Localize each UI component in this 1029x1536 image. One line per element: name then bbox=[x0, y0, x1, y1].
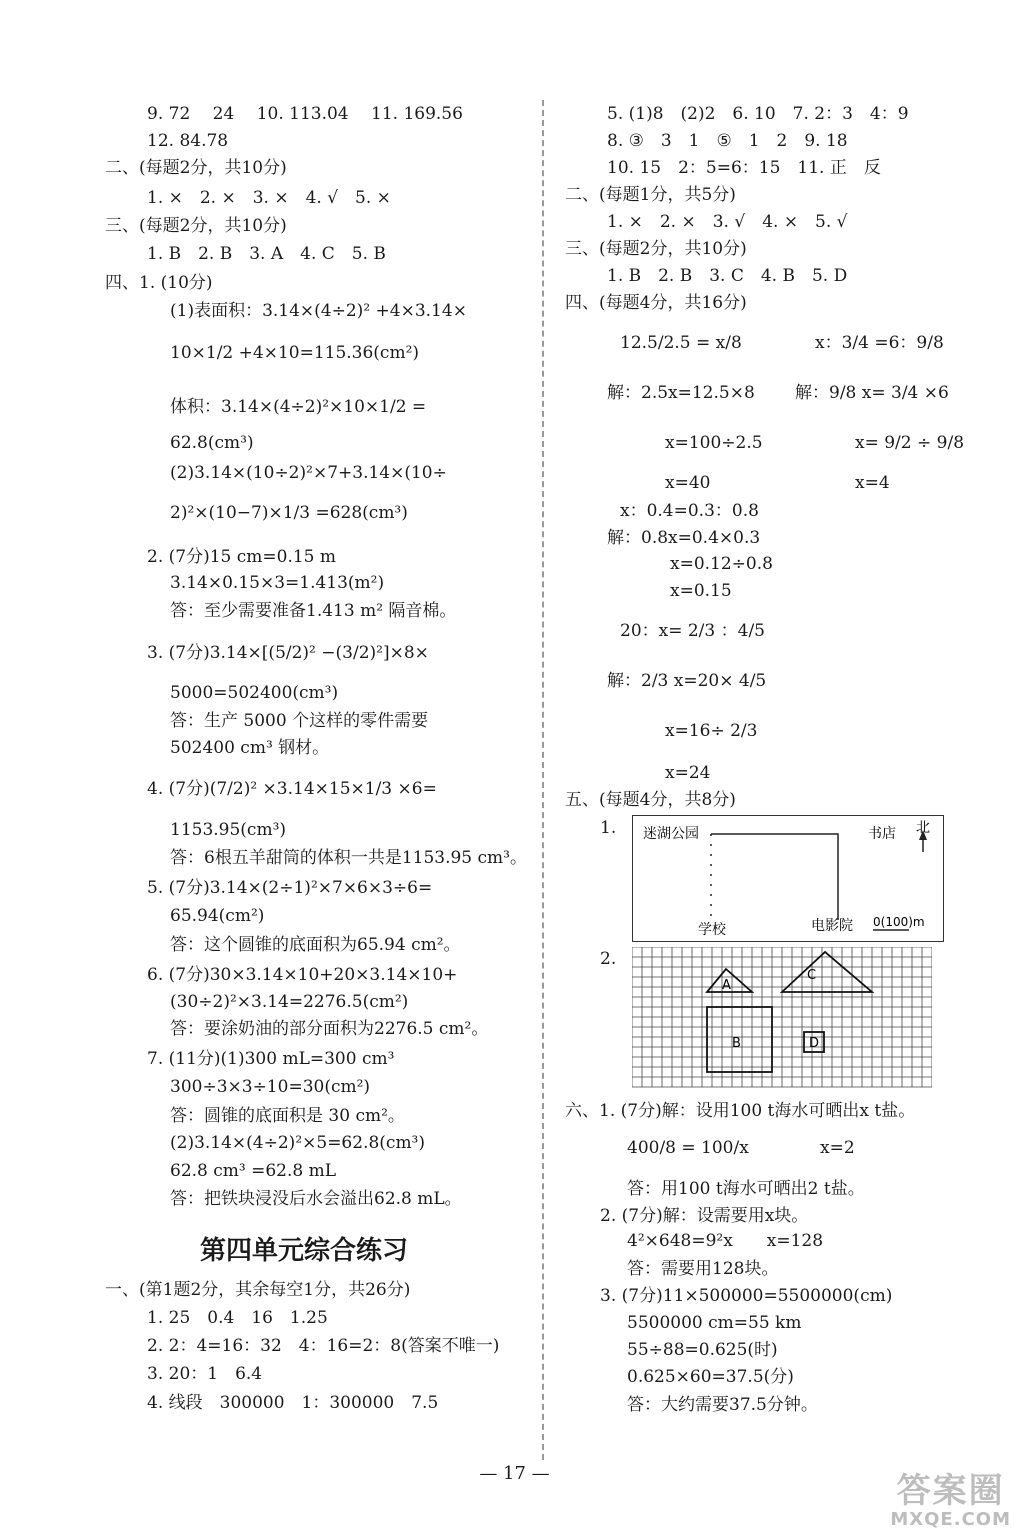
section-heading: 三、(每题2分，共10分) bbox=[105, 216, 287, 236]
equation: x= 9/2 ÷ 9/8 bbox=[855, 433, 965, 453]
answer-line: 2. (7分)解：设需要用x块。 bbox=[600, 1206, 809, 1226]
answer-line: (2)3.14×(10÷2)²×7+3.14×(10÷ bbox=[170, 463, 447, 483]
answer-line: 2. 2：4=16：32 4：16=2：8(答案不唯一) bbox=[147, 1336, 500, 1356]
equation: x=16÷ 2/3 bbox=[665, 721, 758, 741]
watermark bbox=[890, 1473, 1011, 1530]
answer-line: 1. B 2. B 3. C 4. B 5. D bbox=[607, 266, 848, 286]
answer-line: 7. (11分)(1)300 mL=300 cm³ bbox=[147, 1049, 395, 1069]
answer-line: 62.8 cm³ =62.8 mL bbox=[170, 1161, 337, 1181]
answer-line: (1)表面积：3.14×(4÷2)² +4×3.14× bbox=[170, 301, 467, 321]
equation: x=2 bbox=[820, 1138, 855, 1158]
section-heading: 三、(每题2分，共10分) bbox=[565, 239, 747, 259]
answer-line: 502400 cm³ 钢材。 bbox=[170, 738, 330, 758]
route-line bbox=[711, 834, 838, 920]
answer-line: 1. × 2. × 3. √ 4. × 5. √ bbox=[607, 212, 848, 232]
equation: x=24 bbox=[665, 763, 711, 783]
map-label-bookstore: 书店 bbox=[868, 826, 896, 842]
answer-line: 答：用100 t海水可晒出2 t盐。 bbox=[627, 1179, 865, 1199]
answer-line: 12. 84.78 bbox=[147, 131, 229, 151]
answer-line: 3. 20：1 6.4 bbox=[147, 1364, 263, 1384]
grid-lines bbox=[632, 947, 932, 1087]
answer-line: 65.94(cm²) bbox=[170, 906, 265, 926]
answer-line: 2. (7分)15 cm=0.15 m bbox=[147, 547, 337, 567]
equation: x：0.4=0.3：0.8 bbox=[620, 501, 759, 521]
watermark-url: MXQE.COM bbox=[890, 1509, 1011, 1530]
answer-line: 1. × 2. × 3. × 4. √ 5. × bbox=[147, 188, 391, 208]
map-scale-label: 0(100)m bbox=[873, 915, 925, 929]
section-heading: 四、1. (10分) bbox=[105, 273, 213, 293]
shape-label-b: B bbox=[732, 1036, 741, 1051]
map-label-cinema: 电影院 bbox=[811, 918, 853, 934]
question-number: 2. bbox=[600, 949, 617, 969]
section-heading: 五、(每题4分，共8分) bbox=[565, 790, 736, 810]
answer-line: 1. 25 0.4 16 1.25 bbox=[147, 1308, 328, 1328]
answer-line: 答：生产 5000 个这样的零件需要 bbox=[170, 711, 429, 731]
equation: 解：2/3 x=20× 4/5 bbox=[607, 671, 767, 691]
answer-line: 1. B 2. B 3. A 4. C 5. B bbox=[147, 244, 386, 264]
answer-line: 答：要涂奶油的部分面积为2276.5 cm²。 bbox=[170, 1019, 489, 1039]
answer-line: 5. (7分)3.14×(2÷1)²×7×6×3÷6= bbox=[147, 878, 433, 898]
shape-label-c: C bbox=[807, 968, 817, 983]
answer-line: 答：圆锥的底面积是 30 cm²。 bbox=[170, 1106, 405, 1126]
section-title: 第四单元综合练习 bbox=[200, 1236, 409, 1266]
answer-line: 5000=502400(cm³) bbox=[170, 683, 339, 703]
section-heading: 二、(每题2分，共10分) bbox=[105, 158, 287, 178]
answer-line: 55÷88=0.625(时) bbox=[627, 1340, 778, 1360]
answer-line: 答：把铁块浸没后水会溢出62.8 mL。 bbox=[170, 1189, 462, 1209]
answer-line: 3. (7分)3.14×[(5/2)² −(3/2)²]×8× bbox=[147, 643, 429, 663]
column-divider bbox=[542, 100, 544, 1460]
map-label-north: 北 bbox=[916, 820, 930, 836]
page-number: — 17 — bbox=[479, 1463, 550, 1484]
route-map bbox=[632, 815, 944, 942]
section-heading: 二、(每题1分，共5分) bbox=[565, 185, 736, 205]
answer-line: 3. (7分)11×500000=5500000(cm) bbox=[600, 1286, 893, 1306]
map-label-school: 学校 bbox=[698, 922, 726, 938]
equation: 12.5/2.5 = x/8 bbox=[620, 333, 742, 353]
shape-grid bbox=[632, 947, 932, 1089]
answer-line: 5500000 cm=55 km bbox=[627, 1313, 802, 1333]
answer-line: 2)²×(10−7)×1/3 =628(cm³) bbox=[170, 503, 408, 523]
route-map-drawing bbox=[633, 816, 943, 941]
answer-line: 4²×648=9²x x=128 bbox=[627, 1231, 824, 1251]
answer-line: 体积：3.14×(4÷2)²×10×1/2 = bbox=[170, 397, 427, 417]
answer-line: (2)3.14×(4÷2)²×5=62.8(cm³) bbox=[170, 1133, 426, 1153]
right-column bbox=[545, 0, 1029, 1480]
shape-triangle-c bbox=[782, 952, 872, 992]
section-heading: 四、(每题4分，共16分) bbox=[565, 293, 747, 313]
equation: x=40 bbox=[665, 473, 711, 493]
answer-line: 0.625×60=37.5(分) bbox=[627, 1367, 794, 1387]
map-label-park: 迷湖公园 bbox=[643, 826, 699, 842]
answer-line: 3.14×0.15×3=1.413(m²) bbox=[170, 573, 385, 593]
section-heading: 一、(第1题2分，其余每空1分，共26分) bbox=[105, 1280, 411, 1300]
equation: x：3/4 =6：9/8 bbox=[815, 333, 944, 353]
shape-label-d: D bbox=[809, 1036, 820, 1051]
answer-line: 10. 15 2：5=6：15 11. 正 反 bbox=[607, 158, 881, 178]
equation: 解：2.5x=12.5×8 bbox=[607, 383, 755, 403]
section-heading: 六、1. (7分)解：设用100 t海水可晒出x t盐。 bbox=[565, 1101, 916, 1121]
answer-line: 答：这个圆锥的底面积为65.94 cm²。 bbox=[170, 935, 461, 955]
answer-line: 答：6根五羊甜筒的体积一共是1153.95 cm³。 bbox=[170, 848, 527, 868]
answer-line: 1153.95(cm³) bbox=[170, 820, 287, 840]
equation: x=0.12÷0.8 bbox=[670, 554, 773, 574]
answer-line: 62.8(cm³) bbox=[170, 433, 254, 453]
answer-line: 9. 72 24 10. 113.04 11. 169.56 bbox=[147, 104, 463, 124]
answer-line: 8. ③ 3 1 ⑤ 1 2 9. 18 bbox=[607, 131, 848, 151]
grid-drawing bbox=[632, 947, 932, 1089]
answer-line: 4. 线段 300000 1：300000 7.5 bbox=[147, 1393, 439, 1413]
question-number: 1. bbox=[600, 818, 617, 838]
answer-line: 300÷3×3÷10=30(cm²) bbox=[170, 1077, 371, 1097]
equation: x=100÷2.5 bbox=[665, 433, 763, 453]
answer-line: 答：大约需要37.5分钟。 bbox=[627, 1395, 818, 1415]
equation: 20：x= 2/3 ：4/5 bbox=[620, 621, 765, 641]
shape-label-a: A bbox=[722, 978, 731, 993]
equation: 400/8 = 100/x bbox=[627, 1138, 749, 1158]
watermark-logo: 答案圈 bbox=[896, 1471, 1005, 1511]
answer-line: (30÷2)²×3.14=2276.5(cm²) bbox=[170, 992, 409, 1012]
equation: x=0.15 bbox=[670, 581, 732, 601]
answer-line: 答：需要用128块。 bbox=[627, 1259, 779, 1279]
answer-line: 5. (1)8 (2)2 6. 10 7. 2：3 4：9 bbox=[607, 104, 909, 124]
answer-line: 4. (7分)(7/2)² ×3.14×15×1/3 ×6= bbox=[147, 779, 437, 799]
equation: 解：0.8x=0.4×0.3 bbox=[607, 528, 761, 548]
answer-line: 答：至少需要准备1.413 m² 隔音棉。 bbox=[170, 601, 457, 621]
answer-line: 6. (7分)30×3.14×10+20×3.14×10+ bbox=[147, 965, 458, 985]
answer-line: 10×1/2 +4×10=115.36(cm²) bbox=[170, 343, 420, 363]
equation: 解：9/8 x= 3/4 ×6 bbox=[795, 383, 949, 403]
equation: x=4 bbox=[855, 473, 890, 493]
